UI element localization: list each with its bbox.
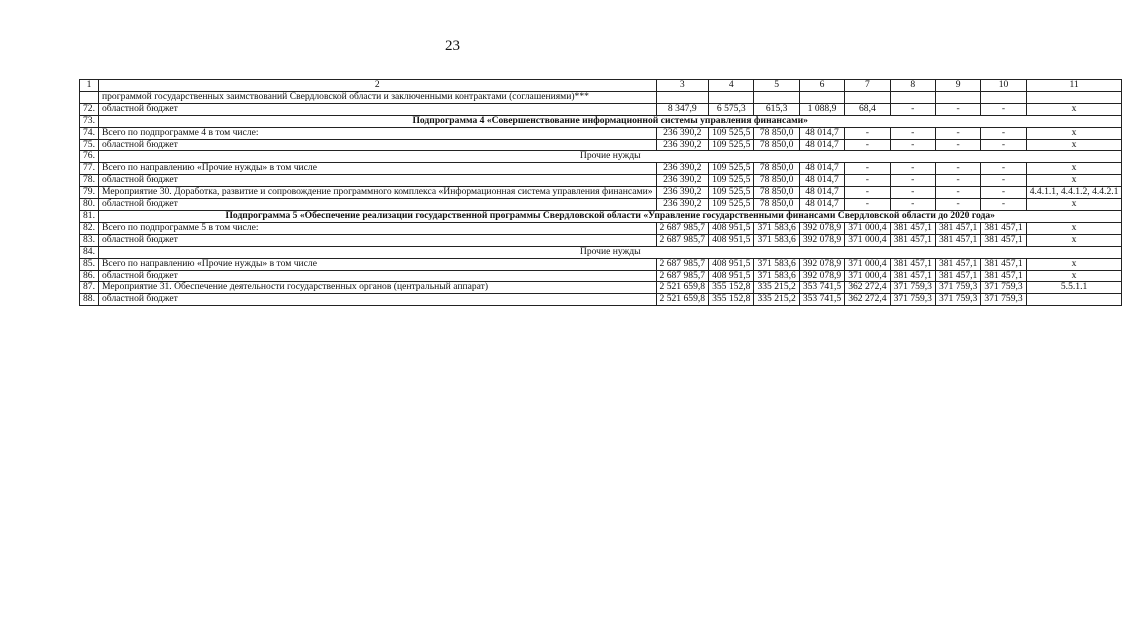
value-cell: 355 152,8: [709, 294, 754, 306]
value-cell: 109 525,5: [709, 139, 754, 151]
row-number: 88.: [80, 294, 99, 306]
row-number: 76.: [80, 151, 99, 163]
value-cell: 78 850,0: [754, 187, 799, 199]
value-cell: -: [981, 103, 1026, 115]
budget-table: [79, 79, 1122, 306]
row-number: 84.: [80, 246, 99, 258]
row-description: областной бюджет: [99, 103, 657, 115]
target-codes-cell: [1026, 91, 1122, 103]
value-cell: 381 457,1: [981, 270, 1026, 282]
expense-category-title: Прочие нужды: [99, 246, 1122, 258]
row-number: 75.: [80, 139, 99, 151]
value-cell: 236 390,2: [656, 163, 709, 175]
row-description: программой государственных заимствований Свердловской области и заключенными контрактами (соглашениями)***: [99, 91, 657, 103]
value-cell: [709, 91, 754, 103]
table-row: [80, 294, 1122, 306]
value-cell: [890, 91, 935, 103]
value-cell: 109 525,5: [709, 199, 754, 211]
value-cell: 8 347,9: [656, 103, 709, 115]
value-cell: 2 687 985,7: [656, 222, 709, 234]
expense-category-row: [80, 246, 1122, 258]
value-cell: 78 850,0: [754, 163, 799, 175]
value-cell: 371 759,3: [890, 282, 935, 294]
column-number-header: 10: [981, 80, 1026, 92]
row-number: 82.: [80, 222, 99, 234]
table-row: [80, 175, 1122, 187]
row-description: областной бюджет: [99, 175, 657, 187]
column-number-header: 4: [709, 80, 754, 92]
value-cell: 109 525,5: [709, 163, 754, 175]
value-cell: 2 687 985,7: [656, 270, 709, 282]
value-cell: 371 583,6: [754, 234, 799, 246]
value-cell: -: [981, 163, 1026, 175]
value-cell: 381 457,1: [890, 258, 935, 270]
value-cell: 109 525,5: [709, 187, 754, 199]
value-cell: 236 390,2: [656, 175, 709, 187]
value-cell: 371 000,4: [845, 258, 890, 270]
row-description: областной бюджет: [99, 199, 657, 211]
value-cell: -: [845, 199, 890, 211]
row-description: областной бюджет: [99, 139, 657, 151]
value-cell: -: [935, 139, 980, 151]
row-number: 74.: [80, 127, 99, 139]
value-cell: 2 521 659,8: [656, 294, 709, 306]
value-cell: 371 583,6: [754, 270, 799, 282]
value-cell: [656, 91, 709, 103]
value-cell: -: [935, 103, 980, 115]
value-cell: 381 457,1: [935, 270, 980, 282]
value-cell: 355 152,8: [709, 282, 754, 294]
value-cell: 371 000,4: [845, 234, 890, 246]
value-cell: 371 759,3: [981, 294, 1026, 306]
value-cell: 335 215,2: [754, 294, 799, 306]
value-cell: 392 078,9: [799, 270, 844, 282]
value-cell: -: [845, 175, 890, 187]
value-cell: 381 457,1: [981, 258, 1026, 270]
row-description: Мероприятие 31. Обеспечение деятельности государственных органов (центральный аппарат): [99, 282, 657, 294]
value-cell: 2 687 985,7: [656, 234, 709, 246]
table-row: [80, 163, 1122, 175]
subprogram-title: Подпрограмма 4 «Совершенствование информационной системы управления финансами»: [99, 115, 1122, 127]
value-cell: -: [890, 103, 935, 115]
value-cell: 371 759,3: [935, 294, 980, 306]
value-cell: -: [981, 187, 1026, 199]
row-number: 80.: [80, 199, 99, 211]
value-cell: 48 014,7: [799, 139, 844, 151]
value-cell: 6 575,3: [709, 103, 754, 115]
value-cell: -: [890, 139, 935, 151]
value-cell: -: [890, 163, 935, 175]
value-cell: -: [935, 187, 980, 199]
subprogram-header-row: [80, 115, 1122, 127]
value-cell: [754, 91, 799, 103]
page-number: 23: [445, 38, 460, 54]
row-description: Всего по направлению «Прочие нужды» в том числе: [99, 258, 657, 270]
column-number-header: 6: [799, 80, 844, 92]
row-number: 72.: [80, 103, 99, 115]
expense-category-row: [80, 151, 1122, 163]
value-cell: [799, 91, 844, 103]
value-cell: [935, 91, 980, 103]
value-cell: 1 088,9: [799, 103, 844, 115]
row-description: областной бюджет: [99, 270, 657, 282]
value-cell: -: [935, 127, 980, 139]
value-cell: 48 014,7: [799, 175, 844, 187]
value-cell: 408 951,5: [709, 258, 754, 270]
value-cell: 236 390,2: [656, 199, 709, 211]
target-codes-cell: 5.5.1.1: [1026, 282, 1122, 294]
value-cell: 78 850,0: [754, 199, 799, 211]
table-row: [80, 91, 1122, 103]
table-row: [80, 139, 1122, 151]
value-cell: 392 078,9: [799, 258, 844, 270]
target-codes-cell: [1026, 294, 1122, 306]
value-cell: 381 457,1: [981, 234, 1026, 246]
value-cell: 2 687 985,7: [656, 258, 709, 270]
table-row: [80, 282, 1122, 294]
value-cell: 2 521 659,8: [656, 282, 709, 294]
row-number: 87.: [80, 282, 99, 294]
value-cell: 371 000,4: [845, 222, 890, 234]
value-cell: 353 741,5: [799, 282, 844, 294]
value-cell: 381 457,1: [890, 234, 935, 246]
value-cell: -: [890, 199, 935, 211]
value-cell: -: [935, 163, 980, 175]
table-row: [80, 103, 1122, 115]
expense-category-title: Прочие нужды: [99, 151, 1122, 163]
row-description: областной бюджет: [99, 294, 657, 306]
value-cell: 236 390,2: [656, 127, 709, 139]
value-cell: -: [935, 199, 980, 211]
target-codes-cell: x: [1026, 258, 1122, 270]
row-number: 83.: [80, 234, 99, 246]
value-cell: 48 014,7: [799, 187, 844, 199]
value-cell: 381 457,1: [890, 270, 935, 282]
row-number: [80, 91, 99, 103]
value-cell: 48 014,7: [799, 199, 844, 211]
value-cell: 408 951,5: [709, 270, 754, 282]
value-cell: 408 951,5: [709, 234, 754, 246]
value-cell: 371 759,3: [890, 294, 935, 306]
value-cell: 371 583,6: [754, 258, 799, 270]
value-cell: [845, 91, 890, 103]
target-codes-cell: x: [1026, 222, 1122, 234]
value-cell: 392 078,9: [799, 222, 844, 234]
value-cell: 78 850,0: [754, 175, 799, 187]
row-number: 81.: [80, 210, 99, 222]
target-codes-cell: x: [1026, 234, 1122, 246]
table-row: [80, 234, 1122, 246]
table-row: [80, 199, 1122, 211]
row-number: 77.: [80, 163, 99, 175]
value-cell: -: [981, 139, 1026, 151]
row-description: областной бюджет: [99, 234, 657, 246]
column-number-header: 1: [80, 80, 99, 92]
row-description: Всего по направлению «Прочие нужды» в том числе: [99, 163, 657, 175]
row-number: 85.: [80, 258, 99, 270]
value-cell: -: [845, 127, 890, 139]
table-row: [80, 258, 1122, 270]
target-codes-cell: x: [1026, 199, 1122, 211]
header-row: [80, 80, 1122, 92]
value-cell: -: [981, 199, 1026, 211]
subprogram-title: Подпрограмма 5 «Обеспечение реализации государственной программы Свердловской области «Управление государственными финансами Свердловской области до 2020 года»: [99, 210, 1122, 222]
value-cell: 615,3: [754, 103, 799, 115]
target-codes-cell: x: [1026, 175, 1122, 187]
value-cell: 362 272,4: [845, 282, 890, 294]
value-cell: 371 000,4: [845, 270, 890, 282]
row-number: 79.: [80, 187, 99, 199]
value-cell: 78 850,0: [754, 127, 799, 139]
value-cell: 362 272,4: [845, 294, 890, 306]
value-cell: 381 457,1: [935, 258, 980, 270]
value-cell: 335 215,2: [754, 282, 799, 294]
target-codes-cell: 4.4.1.1, 4.4.1.2, 4.4.2.1: [1026, 187, 1122, 199]
value-cell: -: [890, 127, 935, 139]
value-cell: 371 583,6: [754, 222, 799, 234]
value-cell: 408 951,5: [709, 222, 754, 234]
target-codes-cell: x: [1026, 103, 1122, 115]
row-description: Мероприятие 30. Доработка, развитие и сопровождение программного комплекса «Информационная система управления финансами»: [99, 187, 657, 199]
value-cell: 109 525,5: [709, 127, 754, 139]
value-cell: -: [935, 175, 980, 187]
column-number-header: 5: [754, 80, 799, 92]
row-description: Всего по подпрограмме 5 в том числе:: [99, 222, 657, 234]
value-cell: 68,4: [845, 103, 890, 115]
subprogram-header-row: [80, 210, 1122, 222]
table-row: [80, 187, 1122, 199]
column-number-header: 2: [99, 80, 657, 92]
column-number-header: 3: [656, 80, 709, 92]
value-cell: 353 741,5: [799, 294, 844, 306]
value-cell: 381 457,1: [981, 222, 1026, 234]
table-row: [80, 222, 1122, 234]
column-number-header: 9: [935, 80, 980, 92]
value-cell: -: [890, 187, 935, 199]
value-cell: 48 014,7: [799, 163, 844, 175]
value-cell: -: [845, 139, 890, 151]
table-row: [80, 127, 1122, 139]
value-cell: -: [845, 187, 890, 199]
target-codes-cell: x: [1026, 270, 1122, 282]
value-cell: -: [890, 175, 935, 187]
value-cell: 48 014,7: [799, 127, 844, 139]
value-cell: -: [981, 127, 1026, 139]
target-codes-cell: x: [1026, 127, 1122, 139]
value-cell: 78 850,0: [754, 139, 799, 151]
row-description: Всего по подпрограмме 4 в том числе:: [99, 127, 657, 139]
value-cell: 236 390,2: [656, 187, 709, 199]
value-cell: -: [981, 175, 1026, 187]
column-number-header: 11: [1026, 80, 1122, 92]
value-cell: 371 759,3: [935, 282, 980, 294]
row-number: 73.: [80, 115, 99, 127]
target-codes-cell: x: [1026, 139, 1122, 151]
value-cell: 371 759,3: [981, 282, 1026, 294]
value-cell: -: [845, 163, 890, 175]
value-cell: 381 457,1: [935, 222, 980, 234]
value-cell: [981, 91, 1026, 103]
value-cell: 381 457,1: [890, 222, 935, 234]
column-number-header: 7: [845, 80, 890, 92]
row-number: 78.: [80, 175, 99, 187]
row-number: 86.: [80, 270, 99, 282]
value-cell: 381 457,1: [935, 234, 980, 246]
table-row: [80, 270, 1122, 282]
value-cell: 236 390,2: [656, 139, 709, 151]
column-number-header: 8: [890, 80, 935, 92]
value-cell: 109 525,5: [709, 175, 754, 187]
value-cell: 392 078,9: [799, 234, 844, 246]
target-codes-cell: x: [1026, 163, 1122, 175]
